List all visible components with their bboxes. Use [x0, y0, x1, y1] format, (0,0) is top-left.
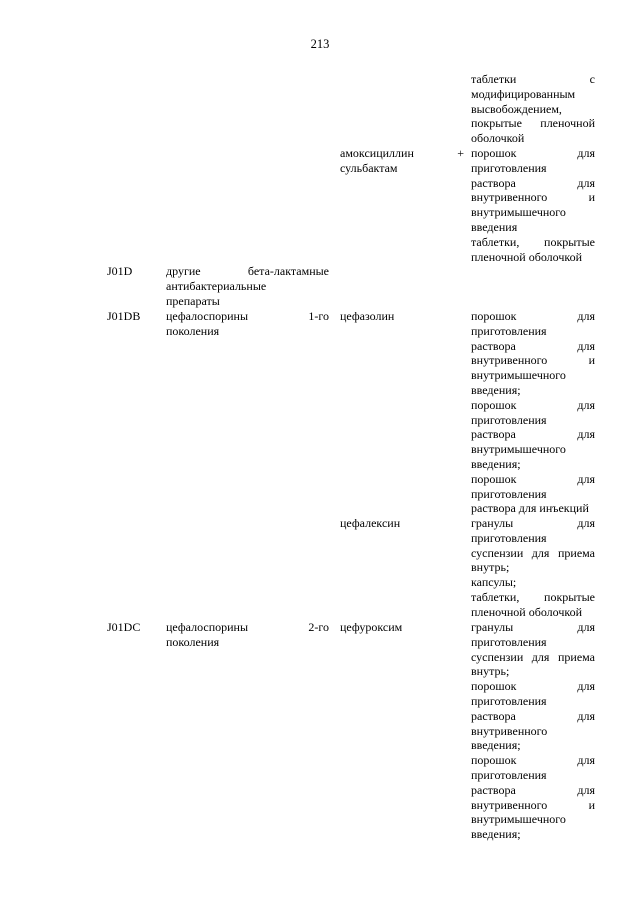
forms-word: для	[577, 679, 595, 694]
forms-line	[471, 546, 595, 561]
forms-word: приема	[557, 649, 595, 664]
page-number: 213	[310, 37, 330, 51]
forms-word: для	[577, 175, 595, 190]
forms-line: приготовления	[471, 486, 547, 501]
forms-line	[471, 798, 595, 813]
forms-line	[471, 339, 595, 354]
forms-line: внутрь;	[471, 560, 510, 575]
forms-word: раствора	[471, 782, 516, 797]
forms-line	[471, 146, 595, 161]
forms-word: для	[577, 708, 595, 723]
forms-word: порошок	[471, 309, 517, 323]
forms-line	[471, 72, 595, 87]
forms-word: покрытые	[544, 589, 595, 604]
forms-line	[471, 235, 595, 250]
group-line: антибактериальные	[166, 278, 267, 293]
forms-word: покрытые	[471, 116, 522, 131]
dosage-forms	[471, 620, 595, 842]
forms-word: порошок	[471, 471, 517, 486]
forms-line	[471, 190, 595, 205]
group-line: поколения	[166, 323, 220, 338]
drug-name	[340, 516, 464, 531]
forms-word: для	[531, 649, 550, 664]
group-line	[166, 620, 329, 635]
group-line: поколения	[166, 634, 220, 649]
group-word: другие	[166, 264, 201, 278]
forms-line: оболочкой	[471, 131, 525, 146]
dosage-forms	[471, 516, 595, 620]
forms-word: внутривенного	[471, 353, 548, 368]
forms-line	[471, 398, 595, 413]
forms-line: приготовления	[471, 767, 547, 782]
forms-word: и	[588, 190, 595, 205]
forms-line: внутривенного	[471, 723, 548, 738]
forms-word: для	[577, 427, 595, 442]
anatomical-therapeutic-group	[166, 264, 329, 308]
forms-word: таблетки,	[471, 589, 520, 604]
forms-word: с	[589, 72, 595, 86]
forms-word: гранулы	[471, 516, 514, 530]
forms-word: порошок	[471, 753, 517, 768]
forms-line	[471, 353, 595, 368]
drug-name	[340, 146, 464, 176]
forms-word: порошок	[471, 397, 517, 412]
forms-word: для	[577, 309, 595, 323]
forms-word: суспензии	[471, 545, 524, 560]
forms-line	[471, 427, 595, 442]
forms-word: суспензии	[471, 649, 524, 664]
forms-word: для	[577, 397, 595, 412]
group-word: 1-го	[308, 309, 329, 323]
forms-line: приготовления	[471, 323, 547, 338]
forms-word: раствора	[471, 427, 516, 442]
forms-line	[471, 709, 595, 724]
forms-word: пленочной	[540, 116, 595, 131]
forms-line: раствора для инъекций	[471, 501, 589, 516]
forms-line: внутримышечного	[471, 812, 566, 827]
group-line	[166, 264, 329, 279]
forms-word: приема	[557, 545, 595, 560]
atc-code: J01DB	[107, 309, 141, 323]
inn-line: цефалексин	[340, 516, 401, 530]
forms-word: и	[588, 797, 595, 812]
group-line	[166, 309, 329, 324]
drug-name	[340, 309, 464, 324]
anatomical-therapeutic-group	[166, 309, 329, 339]
forms-line: введения;	[471, 827, 521, 842]
forms-word: для	[577, 620, 595, 634]
dosage-forms	[471, 309, 595, 516]
drug-name	[340, 620, 464, 635]
forms-line: пленочной оболочкой	[471, 249, 583, 264]
forms-word: внутривенного	[471, 190, 548, 205]
forms-line	[471, 650, 595, 665]
forms-line	[471, 783, 595, 798]
forms-word: покрытые	[544, 234, 595, 249]
forms-line: внутримышечного	[471, 442, 566, 457]
forms-line	[471, 176, 595, 191]
forms-line: введения;	[471, 382, 521, 397]
forms-word: для	[577, 753, 595, 768]
forms-line	[471, 309, 595, 324]
forms-line	[471, 116, 595, 131]
forms-line: модифицированным	[471, 86, 576, 101]
forms-line: внутримышечного	[471, 368, 566, 383]
inn-line: цефуроксим	[340, 620, 403, 634]
inn-line: сульбактам	[340, 160, 398, 175]
group-word: цефалоспорины	[166, 309, 249, 323]
dosage-forms	[471, 72, 595, 146]
forms-line: внутримышечного	[471, 205, 566, 220]
forms-line	[471, 753, 595, 768]
inn-line: цефазолин	[340, 309, 395, 323]
forms-line: введения;	[471, 456, 521, 471]
dosage-forms	[471, 146, 595, 264]
forms-word: порошок	[471, 679, 517, 694]
anatomical-therapeutic-group	[166, 620, 329, 650]
forms-line	[471, 679, 595, 694]
forms-line: приготовления	[471, 530, 547, 545]
forms-word: для	[577, 782, 595, 797]
forms-line: внутрь;	[471, 664, 510, 679]
forms-line: введения;	[471, 738, 521, 753]
forms-word: для	[577, 471, 595, 486]
inn-word: амоксициллин	[340, 146, 414, 160]
forms-line: капсулы;	[471, 575, 517, 590]
forms-word: для	[531, 545, 550, 560]
forms-line: пленочной оболочкой	[471, 604, 583, 619]
forms-word: и	[588, 353, 595, 368]
forms-word: раствора	[471, 708, 516, 723]
forms-line	[471, 472, 595, 487]
atc-code: J01D	[107, 264, 133, 278]
inn-line	[340, 146, 464, 161]
forms-word: порошок	[471, 146, 517, 160]
group-word: 2-го	[308, 620, 329, 634]
forms-line	[471, 620, 595, 635]
forms-line: приготовления	[471, 412, 547, 427]
group-line: препараты	[166, 293, 220, 308]
forms-line: приготовления	[471, 634, 547, 649]
forms-word: таблетки,	[471, 234, 520, 249]
forms-line: введения	[471, 219, 518, 234]
forms-word: для	[577, 338, 595, 353]
forms-line: высвобождением,	[471, 101, 562, 116]
forms-word: для	[577, 146, 595, 160]
forms-word: раствора	[471, 175, 516, 190]
group-word: цефалоспорины	[166, 620, 249, 634]
inn-word: +	[457, 146, 464, 160]
forms-line: приготовления	[471, 160, 547, 175]
forms-word: внутривенного	[471, 797, 548, 812]
forms-word: таблетки	[471, 72, 517, 86]
forms-word: раствора	[471, 338, 516, 353]
forms-line	[471, 590, 595, 605]
forms-line	[471, 516, 595, 531]
group-word: бета-лактамные	[247, 264, 329, 278]
forms-line: приготовления	[471, 693, 547, 708]
forms-word: гранулы	[471, 620, 514, 634]
atc-code: J01DC	[107, 620, 141, 634]
forms-word: для	[577, 516, 595, 530]
